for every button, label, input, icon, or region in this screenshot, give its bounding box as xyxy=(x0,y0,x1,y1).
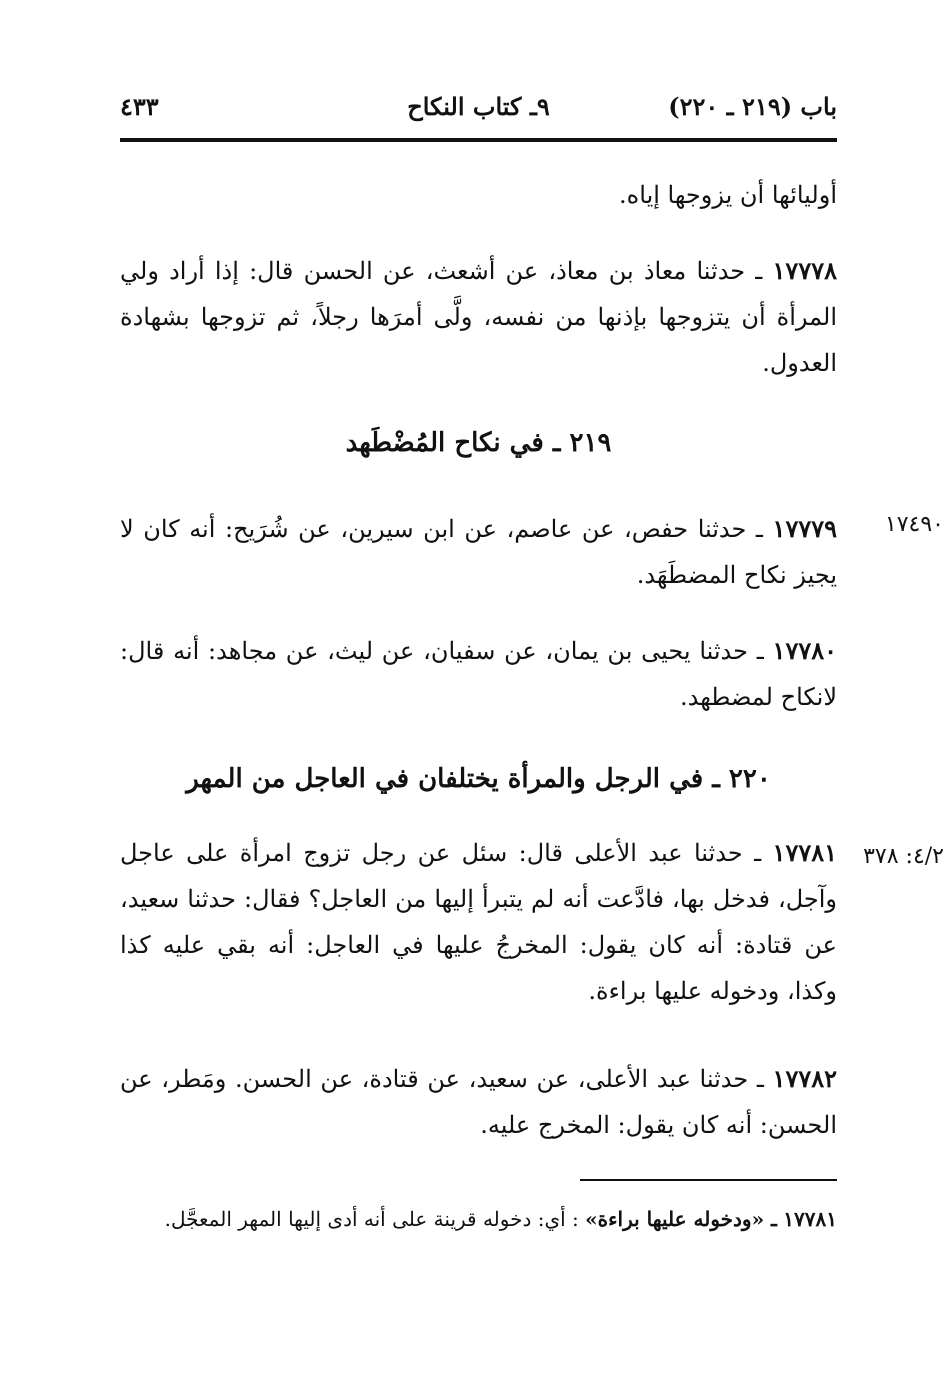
hadith-17782 xyxy=(120,1056,837,1148)
paragraph-continuation: أوليائها أن يزوجها إياه. xyxy=(619,181,837,209)
footnote-quote: ـ «ودخوله عليها براءة» xyxy=(585,1207,777,1231)
hadith-number: ١٧٧٨٠ xyxy=(772,636,837,665)
footnote-divider xyxy=(580,1179,837,1181)
hadith-text: ـ حدثنا يحيى بن يمان، عن سفيان، عن ليث، عن مجاهد: أنه قال: لانكاح لمضطهد. xyxy=(120,637,837,711)
book-title: ٩ـ كتاب النكاح xyxy=(407,92,550,121)
margin-reference-2: ٤/٢: ٣٧٨ xyxy=(863,844,944,869)
page-number: ٤٣٣ xyxy=(120,92,159,121)
hadith-17779 xyxy=(120,506,837,598)
footnote-number: ١٧٧٨١ xyxy=(783,1207,837,1231)
footnote-text: : أي: دخوله قرينة على أنه أدى إليها المهر المعجَّل. xyxy=(164,1207,579,1231)
hadith-number: ١٧٧٨٢ xyxy=(772,1064,837,1093)
margin-reference-1: ١٧٤٩٠ xyxy=(884,512,944,537)
hadith-17778 xyxy=(120,248,837,386)
hadith-17780 xyxy=(120,628,837,720)
hadith-number: ١٧٧٧٩ xyxy=(772,514,837,543)
section-title-219: ٢١٩ ـ في نكاح المُضْطَهد xyxy=(345,428,612,458)
footnote xyxy=(120,1200,837,1238)
hadith-number: ١٧٧٨١ xyxy=(772,838,837,867)
hadith-text: ـ حدثنا عبد الأعلى قال: سئل عن رجل تزوج امرأة على عاجل وآجل، فدخل بها، فادَّعت أنه لم يتبرأ إليها من العاجل؟ فقال: حدثنا سعيد، عن قتادة: أنه كان يقول: المخرجُ عليها في العاجل: أنه بقي عليه كذا وكذا، ودخوله عليها براءة. xyxy=(120,839,837,1005)
hadith-17781 xyxy=(120,830,837,1014)
hadith-text: ـ حدثنا معاذ بن معاذ، عن أشعث، عن الحسن قال: إذا أراد ولي المرأة أن يتزوجها بإذنها من نفسه، ولَّى أمرَها رجلاً، ثم تزوجها بشهادة العدول. xyxy=(120,257,837,377)
hadith-text: ـ حدثنا حفص، عن عاصم، عن ابن سيرين، عن شُرَيح: أنه كان لا يجيز نكاح المضطَهَد. xyxy=(120,515,837,589)
hadith-number: ١٧٧٧٨ xyxy=(772,256,837,285)
page-header xyxy=(120,86,837,142)
hadith-text: ـ حدثنا عبد الأعلى، عن سعيد، عن قتادة، عن الحسن. ومَطر، عن الحسن: أنه كان يقول: المخرج عليه. xyxy=(120,1065,837,1139)
chapter-range: باب (٢١٩ ـ ٢٢٠) xyxy=(668,92,837,121)
section-title-220: ٢٢٠ ـ في الرجل والمرأة يختلفان في العاجل من المهر xyxy=(186,764,771,794)
